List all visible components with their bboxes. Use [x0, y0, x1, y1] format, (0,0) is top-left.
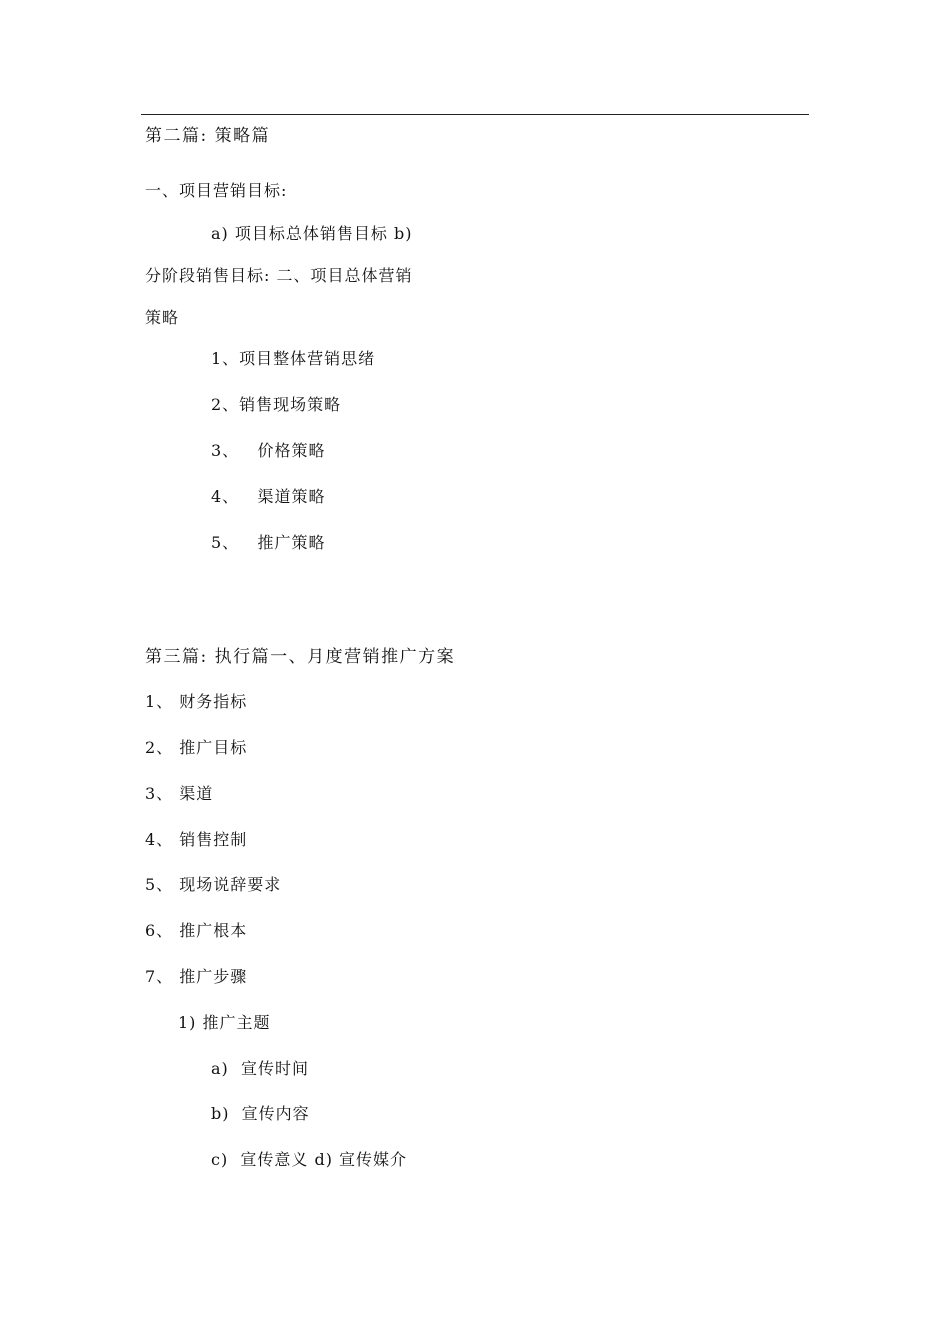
strategy-item-5: 5、 推广策略 — [211, 533, 326, 552]
exec-item-2: 2、 推广目标 — [145, 738, 248, 757]
strategy-item-1: 1、项目整体营销思绪 — [211, 349, 376, 368]
stage-goal-line: 分阶段销售目标: 二、项目总体营销 — [145, 266, 413, 285]
exec-item-5: 5、 现场说辞要求 — [145, 875, 282, 894]
sales-goal-line: a) 项目标总体销售目标 b) — [211, 224, 413, 243]
strategy-word: 策略 — [145, 308, 180, 327]
header-rule — [141, 114, 809, 115]
strategy-item-2: 2、销售现场策略 — [211, 395, 342, 414]
exec-item-3: 3、 渠道 — [145, 784, 214, 803]
promo-theme-line: 1) 推广主题 — [178, 1013, 271, 1032]
promo-subitem-a: a) 宣传时间 — [211, 1059, 309, 1078]
exec-item-7: 7、 推广步骤 — [145, 967, 248, 986]
part3-title: 第三篇: 执行篇一、月度营销推广方案 — [145, 647, 456, 667]
promo-subitem-b: b) 宣传内容 — [211, 1104, 310, 1123]
strategy-item-3: 3、 价格策略 — [211, 441, 326, 460]
promo-subitem-cd: c) 宣传意义 d) 宣传媒介 — [211, 1150, 408, 1169]
exec-item-1: 1、 财务指标 — [145, 692, 248, 711]
part2-title: 第二篇: 策略篇 — [145, 126, 271, 146]
exec-item-4: 4、 销售控制 — [145, 830, 248, 849]
exec-item-6: 6、 推广根本 — [145, 921, 248, 940]
strategy-item-4: 4、 渠道策略 — [211, 487, 326, 506]
section-marketing-goals: 一、项目营销目标: — [145, 181, 288, 200]
